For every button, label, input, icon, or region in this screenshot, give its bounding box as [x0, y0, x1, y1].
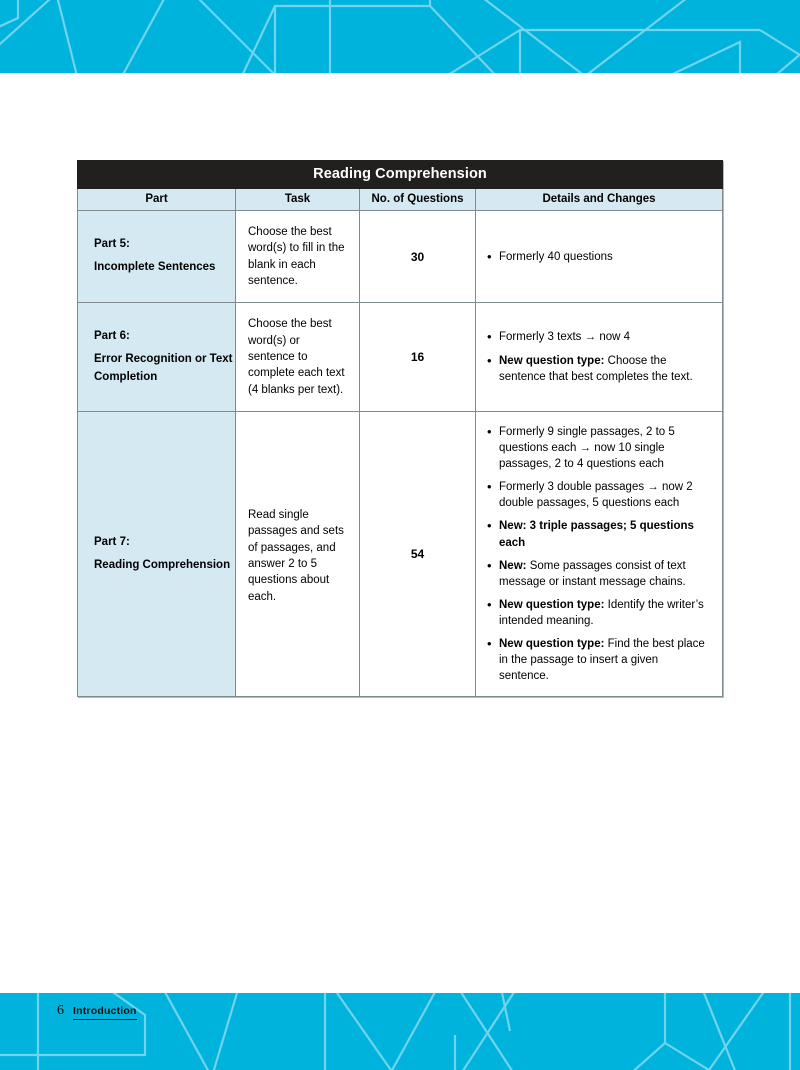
cell-questions-part-5: 30	[360, 211, 476, 303]
cell-task-part-5: Choose the best word(s) to fill in the blank in each sentence.	[236, 211, 360, 303]
cell-part-7	[78, 411, 236, 696]
table-row	[78, 411, 723, 696]
table-title: Reading Comprehension	[78, 161, 723, 189]
list-item	[499, 353, 710, 385]
column-header-task: Task	[236, 189, 360, 211]
list-item	[499, 249, 710, 265]
cell-questions-part-6: 16	[360, 303, 476, 412]
part-name: Error Recognition or Text Completion	[94, 352, 233, 383]
column-header-no-of-questions: No. of Questions	[360, 189, 476, 211]
footer-page-number: 6	[57, 1003, 64, 1018]
cell-part-6	[78, 303, 236, 412]
list-item	[499, 329, 710, 345]
page-footer	[57, 1003, 137, 1020]
table-row	[78, 303, 723, 412]
part-number: Part 7:	[94, 535, 130, 548]
cell-task-part-7: Read single passages and sets of passages, and answer 2 to 5 questions about each.	[236, 411, 360, 696]
bullet-text: Formerly 40 questions	[499, 250, 613, 263]
cell-details-part-6	[476, 303, 723, 412]
part-number: Part 5:	[94, 238, 130, 251]
table-title-row	[78, 161, 723, 189]
exam-spec-table	[77, 160, 723, 697]
bullet-text: Formerly 3 texts → now 4	[499, 331, 631, 344]
bullet-text: Formerly 9 single passages, 2 to 5 questions each → now 10 single passages, 2 to 4 questions each	[499, 425, 675, 471]
banner-line-pattern-top	[0, 0, 800, 73]
bullet-text: Choose the sentence that best completes the text.	[499, 354, 693, 383]
part-number: Part 6:	[94, 329, 130, 342]
bullet-lead: New question type:	[499, 637, 605, 650]
cell-part-5	[78, 211, 236, 303]
details-bullet-list	[484, 249, 710, 265]
bullet-text: Find the best place in the passage to insert a given sentence.	[499, 637, 705, 683]
details-bullet-list	[484, 424, 710, 684]
column-header-part: Part	[78, 189, 236, 211]
table-row	[78, 211, 723, 303]
exam-spec-table-container	[77, 160, 722, 697]
bullet-lead: New:	[499, 559, 527, 572]
bullet-lead: New question type:	[499, 354, 605, 367]
list-item	[499, 424, 710, 472]
bullet-text: Some passages consist of text message or instant message chains.	[499, 559, 686, 588]
details-bullet-list	[484, 329, 710, 384]
cell-details-part-5	[476, 211, 723, 303]
table-header-row	[78, 189, 723, 211]
cell-task-part-6: Choose the best word(s) or sentence to complete each text (4 blanks per text).	[236, 303, 360, 412]
part-name: Reading Comprehension	[94, 558, 231, 571]
bullet-lead: New: 3 triple passages; 5 questions each	[499, 520, 694, 549]
bullet-text: Formerly 3 double passages → now 2 double passages, 5 questions each	[499, 481, 693, 510]
list-item	[499, 558, 710, 590]
footer-section-label: Introduction	[73, 1005, 137, 1020]
column-header-details-and-changes: Details and Changes	[476, 189, 723, 211]
list-item	[499, 636, 710, 684]
bullet-lead: New question type:	[499, 598, 605, 611]
part-name: Incomplete Sentences	[94, 261, 216, 274]
list-item	[499, 597, 710, 629]
top-decorative-banner	[0, 0, 800, 73]
bullet-text: Identify the writer’s intended meaning.	[499, 598, 704, 627]
list-item	[499, 479, 710, 511]
cell-details-part-7	[476, 411, 723, 696]
cell-questions-part-7: 54	[360, 411, 476, 696]
list-item	[499, 518, 710, 550]
